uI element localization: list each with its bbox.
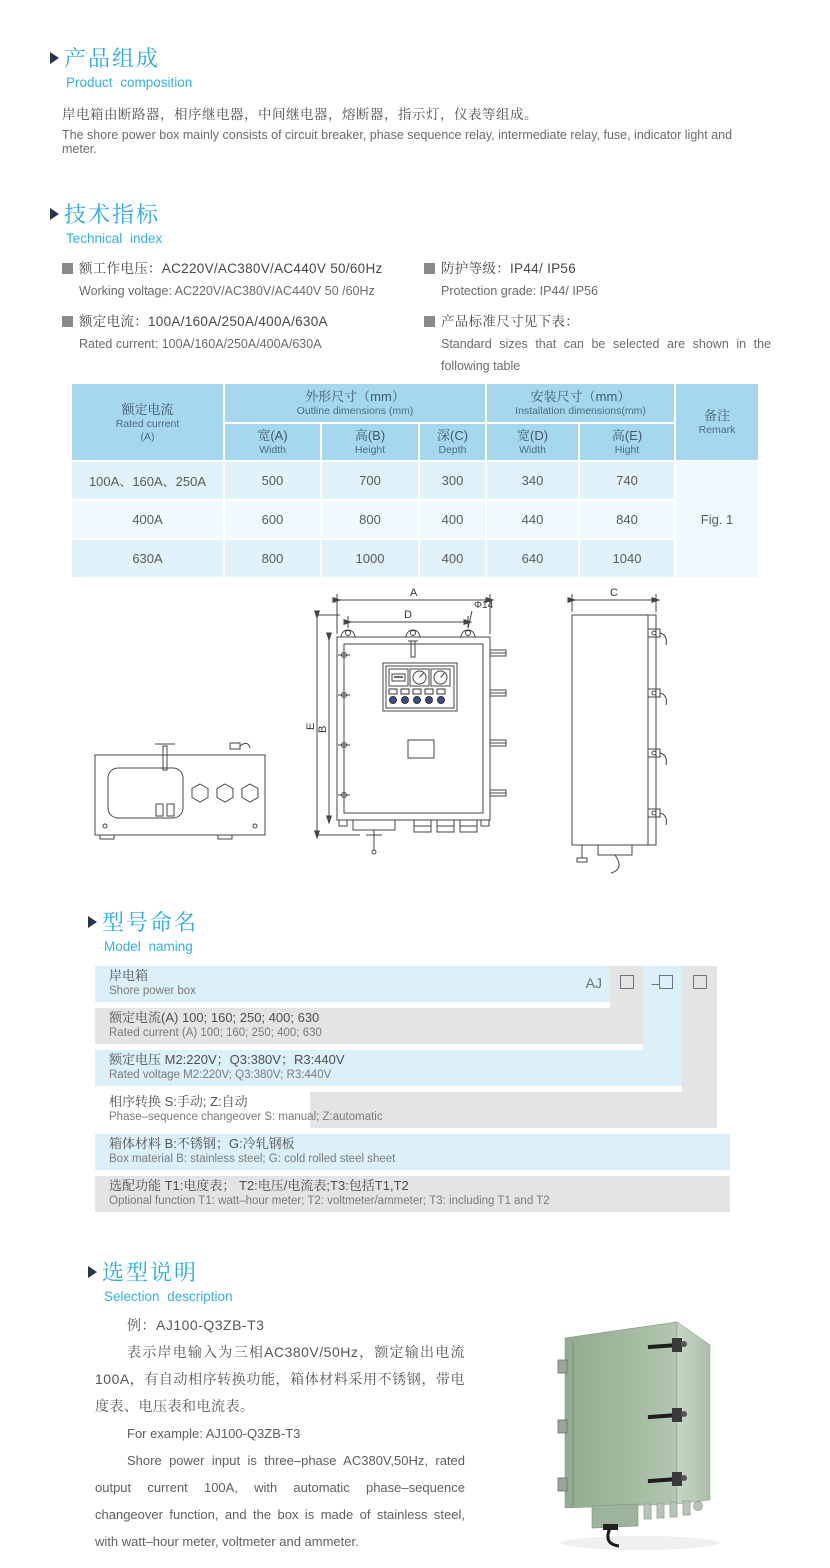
cell-value: 400 [420, 540, 485, 577]
cell-current: 400A [72, 501, 223, 538]
naming-row-box-material: 箱体材料 B:不锈钢；G:冷轧钢板 Box material B: stainless steel; G: cold rolled steel sheet [95, 1134, 730, 1170]
code-box-icon [659, 975, 673, 989]
cell-current: 630A [72, 540, 223, 577]
cell-value: 600 [225, 501, 320, 538]
composition-body-cn: 岸电箱由断路器，相序继电器，中间继电器，熔断器，指示灯，仪表等组成。 [62, 107, 538, 122]
section-arrow-icon [50, 52, 59, 64]
square-bullet-icon [62, 316, 73, 327]
naming-row-optional-function: 选配功能 T1:电度表； T2:电压/电流表;T3:包括T1,T2 Optional function T1: watt–hour meter; T2: voltmeter/ammeter; T3: including T1 and T2 [95, 1176, 730, 1212]
cell-value: 440 [487, 501, 578, 538]
dim-label-hole: Φ14 [474, 600, 494, 611]
dim-label-d: D [404, 609, 412, 621]
technical-drawing-fig1 [70, 578, 760, 903]
cell-value: 740 [580, 462, 674, 499]
naming-row-rated-current: 额定电流(A) 100; 160; 250; 400; 630 Rated current (A) 100; 160; 250; 400; 630 [95, 1008, 643, 1044]
spec-item [62, 258, 410, 302]
model-code-prefix: AJ [585, 975, 602, 991]
naming-row-phase-sequence: 相序转换 S:手动; Z:自动 Phase–sequence changeover S: manual; Z:automatic [95, 1092, 717, 1128]
section-selection-header [88, 1260, 488, 1304]
table-row [72, 462, 758, 499]
section-title-cn: 型号命名 [102, 910, 199, 935]
spec-en-text: Protection grade: IP44/ IP56 [441, 284, 599, 298]
selection-body-cn: 表示岸电输入为三相AC380V/50Hz，额定输出电流100A，有自动相序转换功能，箱体材料采用不锈钢，带电度表、电压表和电流表。 [95, 1344, 465, 1414]
cell-value: 700 [322, 462, 418, 499]
square-bullet-icon [424, 316, 435, 327]
spec-column-right [424, 258, 771, 386]
cell-current: 100A、160A、250A [72, 462, 223, 499]
spec-cn-text: 产品标准尺寸见下表： [441, 314, 579, 329]
naming-row-rated-voltage: 额定电压 M2:220V；Q3:380V；R3:440V Rated voltage M2:220V; Q3:380V; R3:440V [95, 1050, 682, 1086]
model-code-box-1 [610, 966, 643, 1002]
cell-remark-fig1: Fig. 1 [676, 462, 758, 577]
spec-cn-text: 额定电流：100A/160A/250A/400A/630A [79, 314, 328, 329]
section-technical-header [50, 202, 450, 246]
spec-cn-text: 防护等级：IP44/ IP56 [441, 261, 577, 276]
model-code-box-3 [682, 966, 717, 1002]
section-title-cn: 产品组成 [64, 46, 161, 71]
dim-label-e: E [305, 722, 317, 730]
section-title-en: Selection description [104, 1289, 233, 1304]
meter-panel [383, 663, 457, 711]
dim-label-c: C [610, 587, 618, 599]
section-title-en: Model naming [104, 939, 193, 954]
spec-cn-text: 额工作电压：AC220V/AC380V/AC440V 50/60Hz [79, 261, 383, 276]
section-title-en: Technical index [66, 231, 163, 246]
dim-label-b: B [317, 725, 329, 733]
cell-value: 340 [487, 462, 578, 499]
section-arrow-icon [88, 916, 97, 928]
naming-row-shore-power-box: 岸电箱 Shore power box [95, 966, 610, 1002]
model-code-box-2: – [643, 966, 682, 1002]
cell-value: 800 [225, 540, 320, 577]
cabinet-shadow [560, 1536, 720, 1550]
cell-value: 300 [420, 462, 485, 499]
subheader-hight-e: 高(E) Hight [580, 424, 674, 460]
section-composition-header [50, 46, 450, 90]
cell-value: 400 [420, 501, 485, 538]
subheader-depth-c: 深(C) Depth [420, 424, 485, 460]
code-box-icon [620, 975, 634, 989]
cell-value: 640 [487, 540, 578, 577]
header-remark: 备注 Remark [676, 384, 758, 460]
spec-en-text: Standard sizes that can be selected are shown in the following table [441, 337, 771, 373]
section-arrow-icon [88, 1266, 97, 1278]
spec-item [62, 311, 410, 355]
spec-item [424, 258, 764, 302]
header-rated-current: 额定电流 Rated current (A) [72, 384, 223, 460]
dimensions-table [70, 382, 760, 579]
header-installation-dimensions: 安装尺寸（mm） Installation dimensions(mm) [487, 384, 674, 422]
header-outline-dimensions: 外形尺寸（mm） Outline dimensions (mm) [225, 384, 485, 422]
code-box-icon [693, 975, 707, 989]
section-arrow-icon [50, 208, 59, 220]
selection-example-cn: 例：AJ100-Q3ZB-T3 [127, 1317, 265, 1333]
spec-item [424, 311, 771, 377]
dim-label-a: A [410, 587, 418, 599]
selection-example-en: For example: AJ100-Q3ZB-T3 [127, 1426, 301, 1441]
cell-value: 1000 [322, 540, 418, 577]
selection-body-en: Shore power input is three–phase AC380V,50Hz, rated output current 100A, with automatic phase–sequence changeover function, and the box is made of stainless steel, with watt–hour meter, voltmeter and ammeter. [95, 1453, 465, 1549]
cell-value: 800 [322, 501, 418, 538]
drawing-bottom-view [95, 743, 265, 839]
cell-value: 1040 [580, 540, 674, 577]
spec-en-text: Working voltage: AC220V/AC380V/AC440V 50 /60Hz [79, 284, 375, 298]
section-title-cn: 选型说明 [102, 1260, 199, 1285]
composition-body-en: The shore power box mainly consists of circuit breaker, phase sequence relay, intermediate relay, fuse, indicator light and meter. [62, 128, 733, 156]
table-row [72, 540, 758, 577]
selection-text-block [95, 1312, 465, 1555]
cell-value: 840 [580, 501, 674, 538]
cell-value: 500 [225, 462, 320, 499]
drawing-side-view [572, 594, 666, 873]
spec-column-left [62, 258, 410, 364]
subheader-width-d: 宽(D) Width [487, 424, 578, 460]
subheader-width-a: 宽(A) Width [225, 424, 320, 460]
section-title-en: Product composition [66, 75, 193, 90]
section-model-naming-header [88, 910, 488, 954]
spec-en-text: Rated current: 100A/160A/250A/400A/630A [79, 337, 322, 351]
square-bullet-icon [62, 263, 73, 274]
model-naming-diagram [95, 966, 760, 1216]
subheader-height-b: 高(B) Height [322, 424, 418, 460]
section-title-cn: 技术指标 [64, 202, 161, 227]
square-bullet-icon [424, 263, 435, 274]
product-photo-cabinet [540, 1288, 795, 1560]
drawing-front-view [317, 594, 506, 854]
table-row [72, 501, 758, 538]
